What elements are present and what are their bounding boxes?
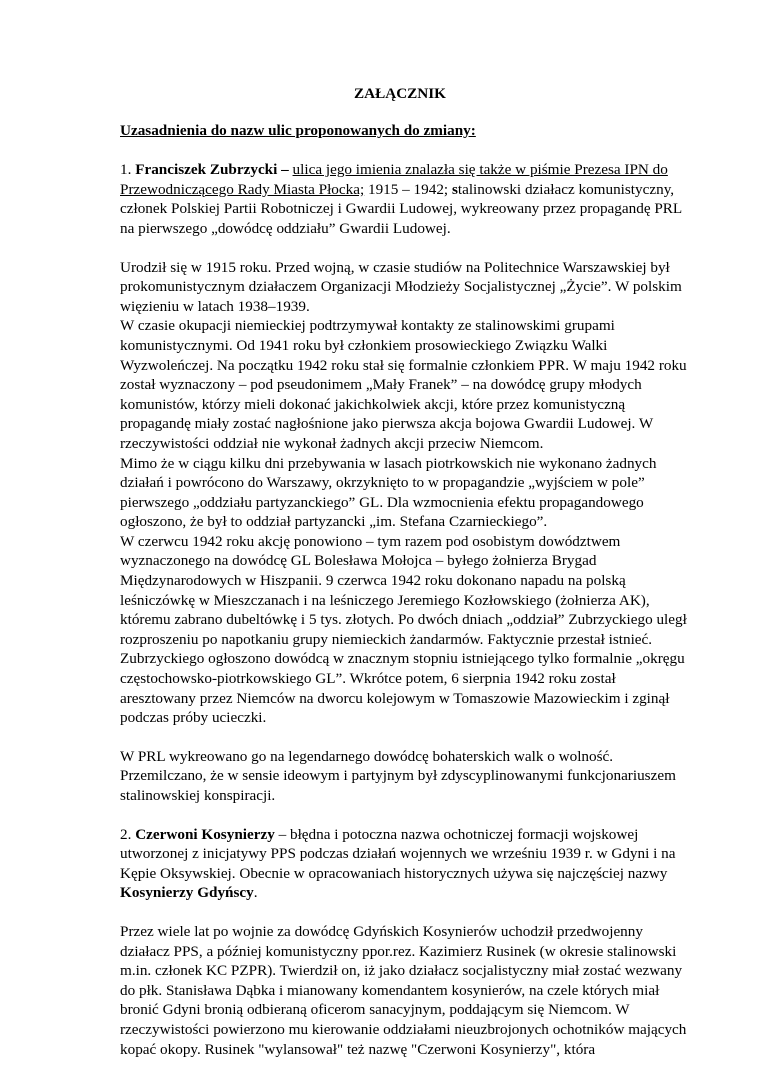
prl-legend-line: Przemilczano, że w sensie ideowym i partyjnym był zdyscyplinowanymi funkcjonariuszem xyxy=(120,767,676,785)
biography-line: aresztowany przez Niemców na dworcu kolejowym w Tomaszowie Mazowieckim i zginął xyxy=(120,689,670,707)
biography-line: działań i powrócono do Warszawy, okrzyknięto to w propagandzie „wyjściem w pole” xyxy=(120,474,645,492)
section-franciszek-zubrzycki xyxy=(120,160,683,238)
section1-name: Franciszek Zubrzycki xyxy=(135,161,278,179)
section1-line2 xyxy=(120,180,680,200)
section2-line1-rest: – błędna i potoczna nazwa ochotniczej formacji wojskowej xyxy=(274,825,639,843)
section2-number: 2. xyxy=(120,825,136,843)
biography-line: rzeczywistości oddział nie wykonał żadnych akcji przeciw Niemcom. xyxy=(120,434,544,452)
rusinek-line: do płk. Stanisława Dąbka i mianowany komendantem kosynierów, na czele których miał xyxy=(120,981,660,999)
section1-dates: 1915 – 1942; xyxy=(364,180,452,198)
biography-line: rozproszeniu po napotkaniu grupy niemieckich żandarmów. Faktycznie przestał istnieć. xyxy=(120,630,653,648)
rusinek-line: bronić Gdyni bronią odbieraną oficerom sanacyjnym, poddającym się Niemcom. W xyxy=(120,1001,630,1019)
rusinek-paragraph xyxy=(120,922,687,1059)
zubrzycki-biography-paragraph xyxy=(120,258,687,728)
biography-line: propagandę miały zostać nagłośnione jako pierwsza akcja bojowa Gwardii Ludowej. W xyxy=(120,415,654,433)
section1-number: 1. xyxy=(120,161,136,179)
biography-line: Międzynarodowych w Hiszpanii. 9 czerwca 1942 roku dokonano napadu na polską xyxy=(120,572,626,590)
prl-legend-line: W PRL wykreowano go na legendarnego dowódcę bohaterskich walk o wolność. xyxy=(120,747,614,765)
rusinek-line: kopać okopy. Rusinek "wylansował" też nazwę "Czerwoni Kosynierzy", która xyxy=(120,1040,596,1058)
document-page xyxy=(120,84,687,1078)
rusinek-line: działacz PPS, a później komunistyczny ppor.rez. Kazimierz Rusinek (w okresie stalinowski xyxy=(120,942,677,960)
document-title: ZAŁĄCZNIK xyxy=(354,85,446,102)
section1-line2-end: talinowski działacz komunistyczny, xyxy=(457,180,675,198)
prl-legend-line: stalinowskiej konspiracji. xyxy=(120,787,276,804)
biography-line: ogłoszono, że był to oddział partyzancki „im. Stefana Czarnieckiego”. xyxy=(120,513,548,531)
biography-line: częstochowsko-piotrkowskiego GL”. Wkrótce potem, 6 sierpnia 1942 roku został xyxy=(120,670,616,688)
biography-line: pierwszego „oddziału partyzanckiego” GL. Dla wzmocnienia efektu propagandowego xyxy=(120,493,644,511)
section2-name2: Kosynierzy Gdyńscy xyxy=(120,884,254,902)
biography-line: W czasie okupacji niemieckiej podtrzymywał kontakty ze stalinowskimi grupami xyxy=(120,317,615,335)
biography-line: prokomunistycznym działaczem Organizacji Młodzieży Socjalistycznej „Życie”. W polskim xyxy=(120,278,682,296)
section2-line1 xyxy=(120,825,680,845)
section1-note-line2: Przewodniczącego Rady Miasta Płocka; xyxy=(120,180,365,198)
section1-line1 xyxy=(120,160,680,180)
biography-line: więzieniu w latach 1938–1939. xyxy=(120,297,310,315)
biography-line: komunistycznymi. Od 1941 roku był członkiem prosowieckiego Związku Walki xyxy=(120,336,608,354)
section2-line3: Kępie Oksywskiej. Obecnie w opracowaniach historycznych używa się najczęściej nazwy xyxy=(120,864,668,882)
rusinek-line: rzeczywistości powierzono mu kierowanie oddziałami nieuzbrojonych ochotników mających xyxy=(120,1020,687,1038)
section2-line2: utworzonej z inicjatywy PPS podczas działań wojennych we wrześniu 1939 r. w Gdyni i na xyxy=(120,845,676,863)
section2-line4 xyxy=(120,883,680,903)
section2-end: . xyxy=(253,884,258,902)
section1-line4: na pierwszego „dowódcę oddziału” Gwardii Ludowej. xyxy=(120,219,451,237)
section1-line3: członek Polskiej Partii Robotniczej i Gwardii Ludowej, wykreowany przez propagandę PRL xyxy=(120,200,683,218)
biography-line: podczas próby ucieczki. xyxy=(120,709,267,727)
biography-line: Zubrzyckiego ogłoszono dowódcą w znacznym stopniu istniejącego tylko formalnie „okręgu xyxy=(120,650,685,668)
rusinek-line: Przez wiele lat po wojnie za dowódcę Gdyńskich Kosynierów uchodził przedwojenny xyxy=(120,922,643,940)
section-czerwoni-kosynierzy xyxy=(120,825,680,903)
biography-line: Mimo że w ciągu kilku dni przebywania w lasach piotrkowskich nie wykonano żadnych xyxy=(120,454,657,472)
biography-line: któremu zabrano dubeltówkę i 5 tys. złotych. Po dwóch dniach „oddział” Zubrzyckiego uległ xyxy=(120,611,687,629)
biography-line: leśniczówkę w Mieszczanach i na leśniczego Jeremiego Kozłowskiego (żołnierza AK), xyxy=(120,591,650,609)
biography-line: W czerwcu 1942 roku akcję ponowiono – tym razem pod osobistym dowództwem xyxy=(120,532,621,550)
document-subtitle: Uzasadnienia do nazw ulic proponowanych do zmiany: xyxy=(120,121,476,139)
section2-name: Czerwoni Kosynierzy xyxy=(135,825,275,843)
prl-legend-paragraph xyxy=(120,747,680,806)
biography-line: Wyzwoleńczej. Na początku 1942 roku stał się formalnie członkiem PPR. W maju 1942 roku xyxy=(120,356,687,374)
biography-line: Urodził się w 1915 roku. Przed wojną, w czasie studiów na Politechnice Warszawskiej był xyxy=(120,258,670,276)
section1-dash: – xyxy=(277,161,293,179)
section1-s-bold: s xyxy=(451,180,458,198)
biography-line: został wyznaczony – pod pseudonimem „Mały Franek” – na dowódcę grupy młodych xyxy=(120,376,642,394)
biography-line: komunistów, którzy mieli dokonać jakichkolwiek akcji, które przez komunistyczną xyxy=(120,395,626,413)
biography-line: wyznaczonego na dowódcę GL Bolesława Mołojca – byłego żołnierza Brygad xyxy=(120,552,597,570)
rusinek-line: m.in. członek KC PZPR). Twierdził on, iż jako działacz socjalistyczny miał zostać wezwany xyxy=(120,962,683,980)
section1-note-line1: ulica jego imienia znalazła się także w piśmie Prezesa IPN do xyxy=(292,161,668,179)
